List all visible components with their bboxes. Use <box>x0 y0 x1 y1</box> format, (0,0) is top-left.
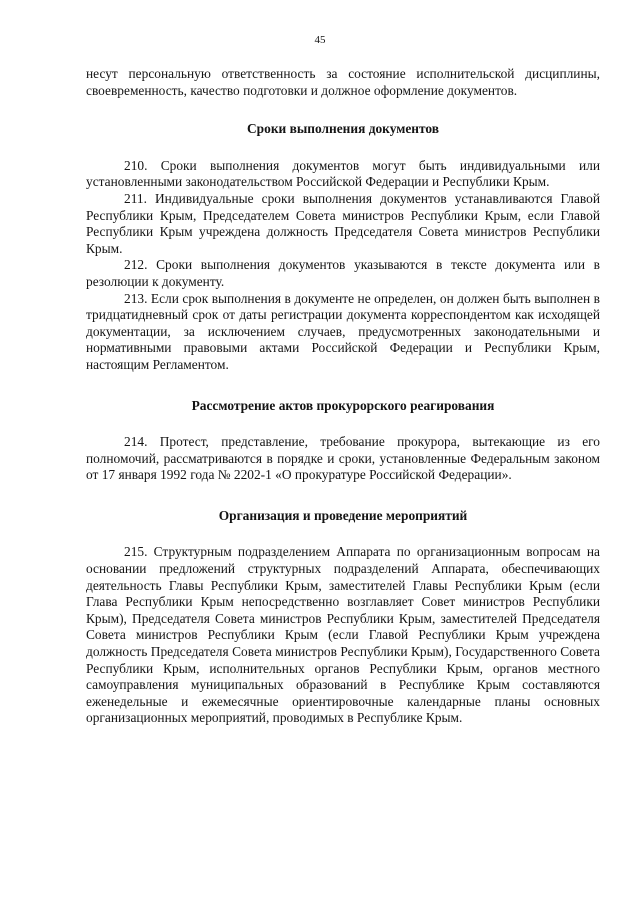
section-heading-events: Организация и проведение мероприятий <box>218 507 468 523</box>
paragraph-213: 213. Если срок выполнения в документе не определен, он должен быть выполнен в тридцатидневный срок от даты регистрации документа корреспондентом как исходящей документации, за исключением случаев, предусмотренных законодательными и нормативными правовыми актами Российской Федерации и Республики Крым, настоящим Регламентом. <box>86 290 600 372</box>
section-heading-prosecutor-acts: Рассмотрение актов прокурорского реагирования <box>191 397 495 413</box>
intro-paragraph: несут персональную ответственность за состояние исполнительской дисциплины, своевременность, качество подготовки и должное оформление документов. <box>86 66 600 98</box>
section-heading-deadlines: Сроки выполнения документов <box>247 121 439 137</box>
paragraph-210: 210. Сроки выполнения документов могут быть индивидуальными или установленными законодательством Российской Федерации и Республики Крым. <box>86 157 600 190</box>
paragraph-214: 214. Протест, представление, требование прокурора, вытекающие из его полномочий, рассматриваются в порядке и сроки, установленные Федеральным законом от 17 января 1992 года № 2202-1 «О прокуратуре Российской Федерации». <box>86 434 600 483</box>
document-body <box>86 66 600 727</box>
paragraph-211: 211. Индивидуальные сроки выполнения документов устанавливаются Главой Республики Крым, Председателем Совета министров Республики Крым, если Главой Республики Крым учреждена должность Председателя Совета министров Республики Крым. <box>86 190 600 256</box>
page-number: 45 <box>314 34 326 46</box>
paragraph-212: 212. Сроки выполнения документов указываются в тексте документа или в резолюции к документу. <box>86 257 600 289</box>
paragraph-215: 215. Структурным подразделением Аппарата по организационным вопросам на основании предложений структурных подразделений Аппарата, обеспечивающих деятельность Главы Республики Крым, заместителей Главы Республики Крым (если Глава Республики Крым непосредственно возглавляет Совет министров Республики Крым), Председателя Совета министров Республики Крым, заместителей Председателя Совета министров Республики Крым (если Главой Республики Крым учреждена должность Председателя Совета министров Республики Крым), Государственного Совета Республики Крым, исполнительных органов Республики Крым, органов местного самоуправления муниципальных образований в Республике Крым составляются еженедельные и ежемесячные ориентировочные календарные планы основных организационных мероприятий, проводимых в Республике Крым. <box>86 544 600 726</box>
